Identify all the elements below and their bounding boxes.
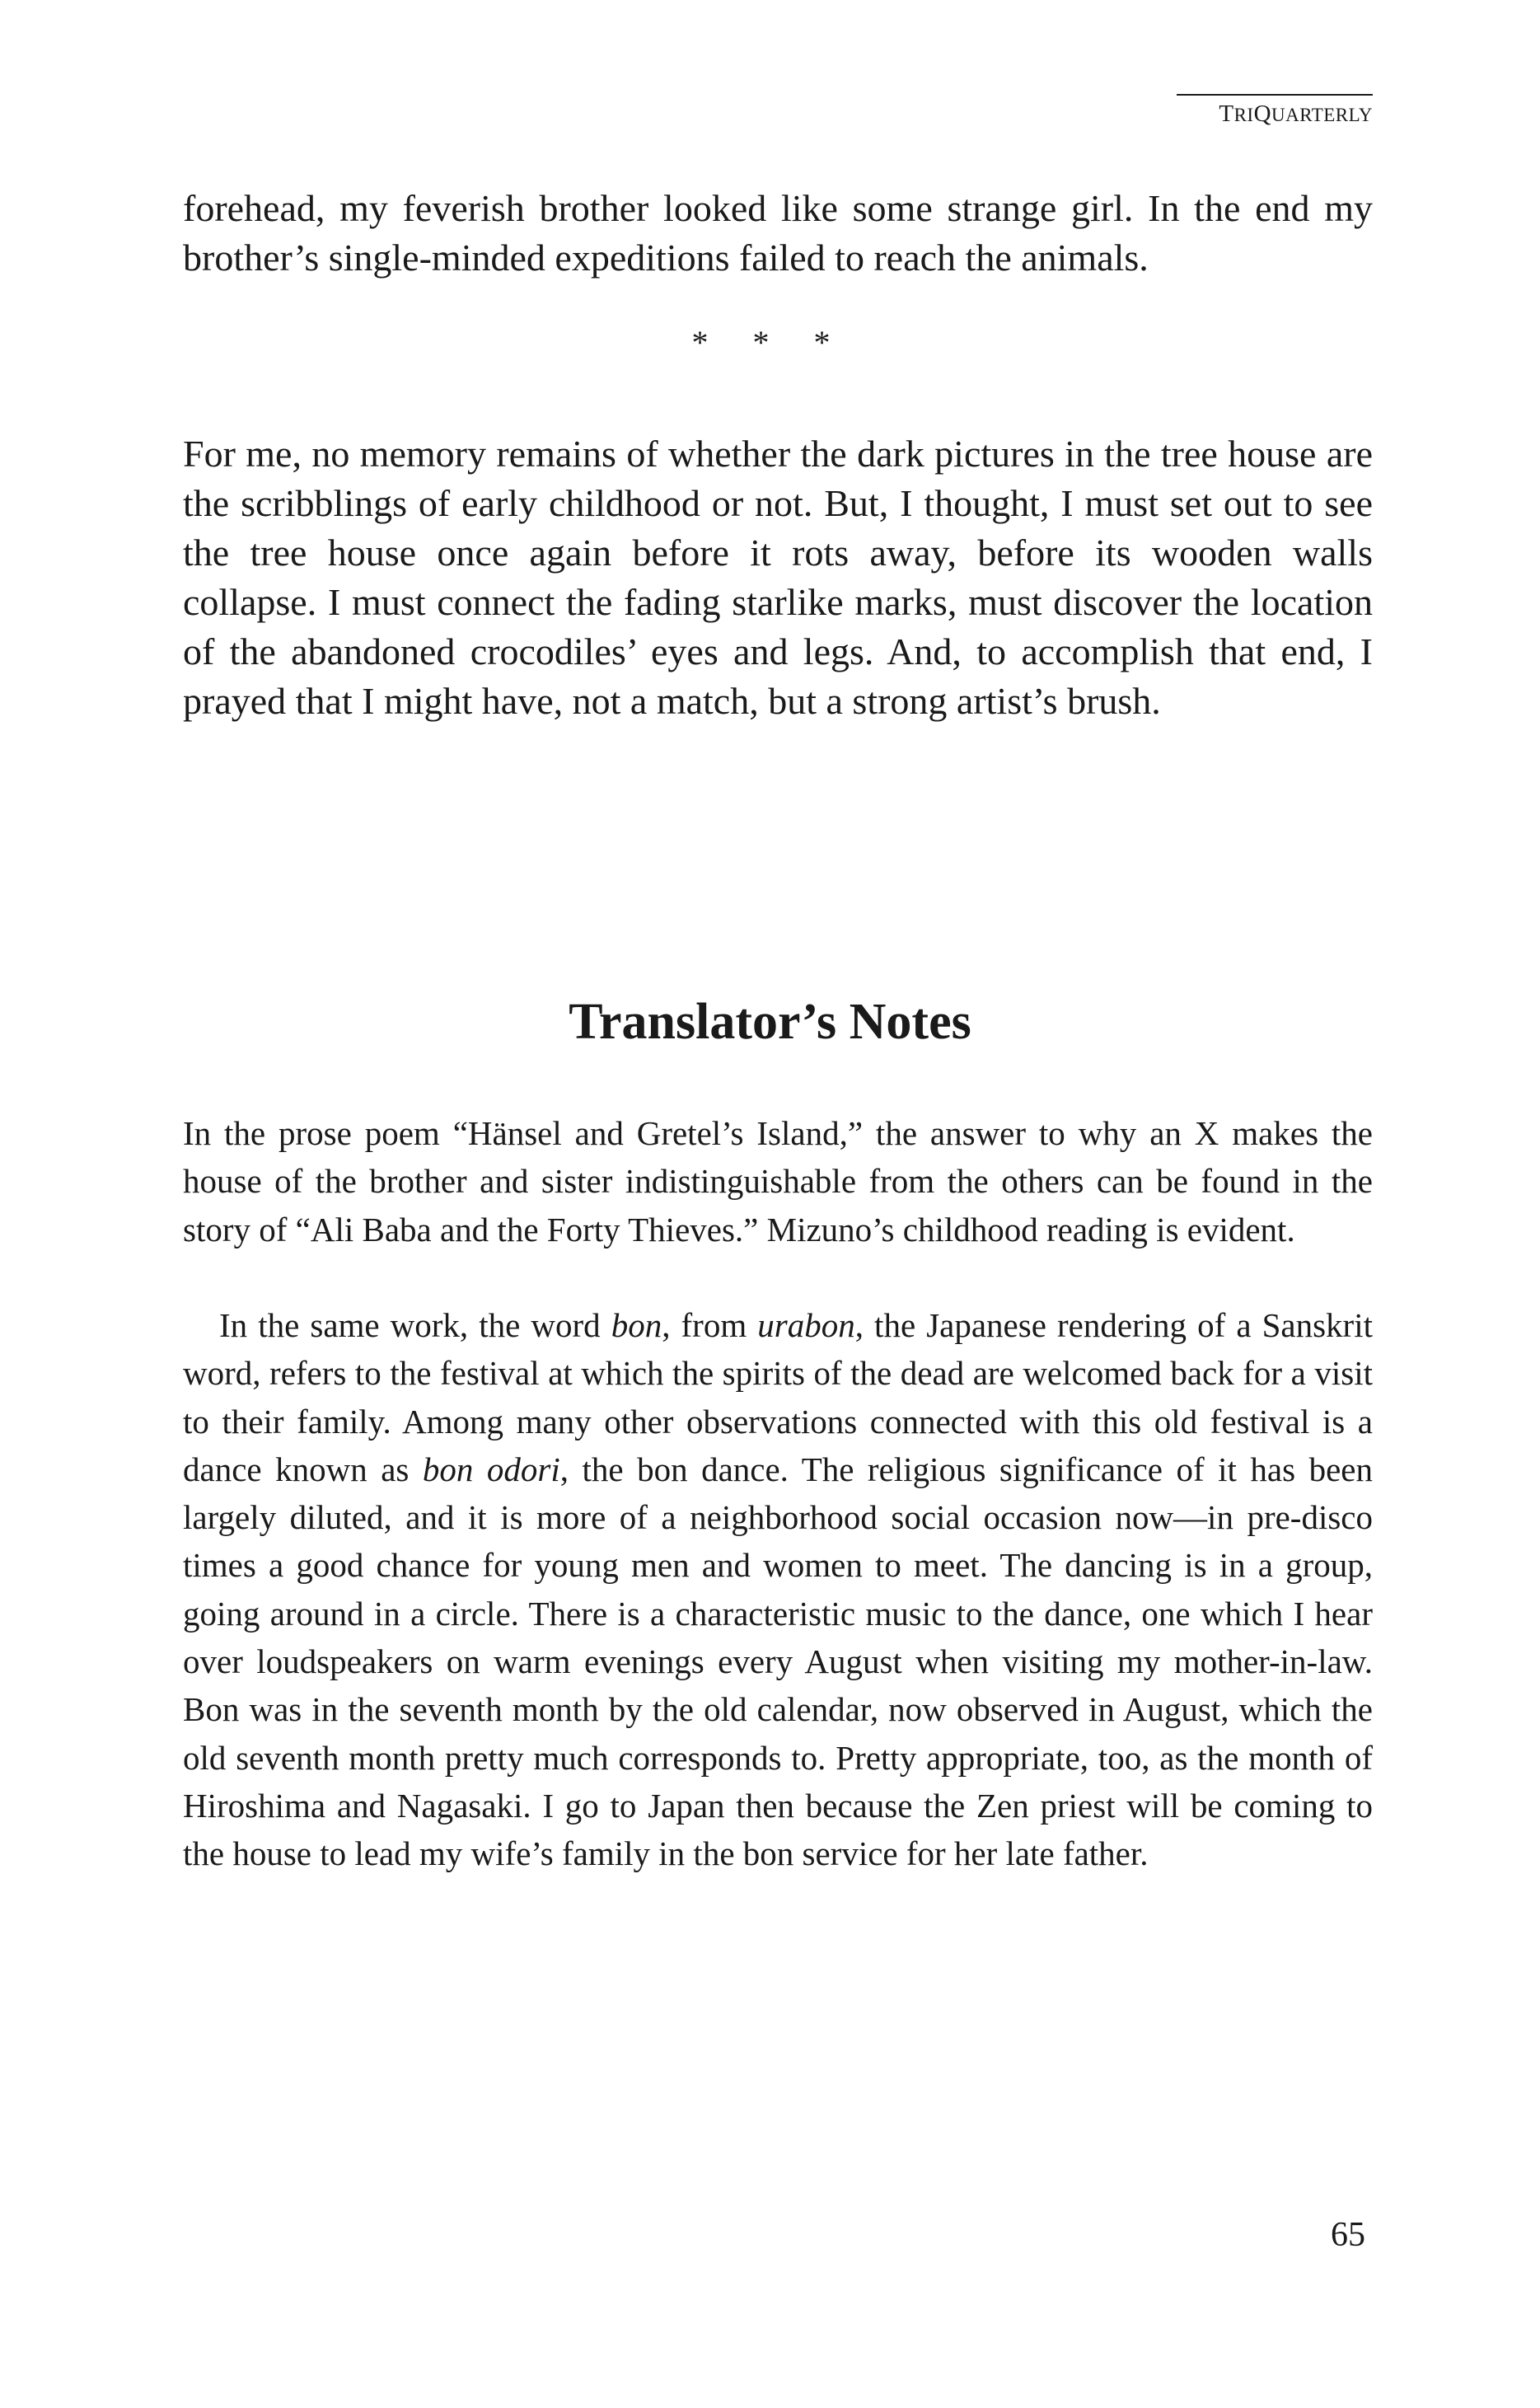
page-number: 65 [1331, 2216, 1365, 2254]
running-head-small-caps-uarterly: UARTERLY [1271, 105, 1373, 125]
note-italic-term-bon: bon [611, 1306, 662, 1344]
note-text-segment: In the same work, the word [219, 1306, 611, 1344]
note-paragraph-2 [183, 1301, 1373, 1878]
note-paragraph-1: In the prose poem “Hänsel and Gretel’s Island,” the answer to why an X makes the house of the brother and sister indistinguishable from the others can be found in the story of “Ali Baba and the Forty Thieves.” Mizuno’s childhood reading is evident. [183, 1114, 1373, 1249]
note-italic-term-urabon: urabon [757, 1306, 855, 1344]
running-head-cap-t: T [1219, 101, 1234, 127]
running-head-cap-q: Q [1253, 101, 1272, 127]
note-text-segment: , from [662, 1306, 758, 1344]
note-text-segment: , the Japanese rendering of a Sanskrit word, refers to the festival at which the spirits of the dead are welcomed back for a visit to their family. Among many other observations connected with this old festival is a dance known as [183, 1306, 1373, 1488]
running-head [1177, 94, 1373, 128]
notes-heading: Translator’s Notes [569, 994, 971, 1050]
body-paragraph-continued: forehead, my feverish brother looked like some strange girl. In the end my brother’s single-minded expeditions failed to reach the animals. [183, 187, 1373, 279]
note-text-segment: , the bon dance. The religious significance of it has been largely diluted, and it is more of a neighborhood social occasion now—in pre-disco times a good chance for young men and women to meet. The dancing is in a group, going around in a circle. There is a characteristic music to the dance, one which I hear over loudspeakers on warm evenings every August when visiting my mother-in-law. Bon was in the seventh month by the old calendar, now observed in August, which the old seventh month pretty much corresponds to. Pretty appropriate, too, as the month of Hiroshima and Nagasaki. I go to Japan then because the Zen priest will be coming to the house to lead my wife’s family in the bon service for her late father. [183, 1450, 1373, 1873]
body-paragraph: For me, no memory remains of whether the dark pictures in the tree house are the scribblings of early childhood or not. But, I thought, I must set out to see the tree house once again before it rots away, before its wooden walls collapse. I must connect the fading starlike marks, must discover the location of the abandoned crocodiles’ eyes and legs. And, to accomplish that end, I prayed that I might have, not a match, but a strong artist’s brush. [183, 433, 1373, 722]
section-break: * * * [691, 324, 849, 361]
running-head-small-caps-ri: RI [1233, 105, 1254, 125]
note-italic-term-bon-odori: bon odori [422, 1450, 560, 1488]
